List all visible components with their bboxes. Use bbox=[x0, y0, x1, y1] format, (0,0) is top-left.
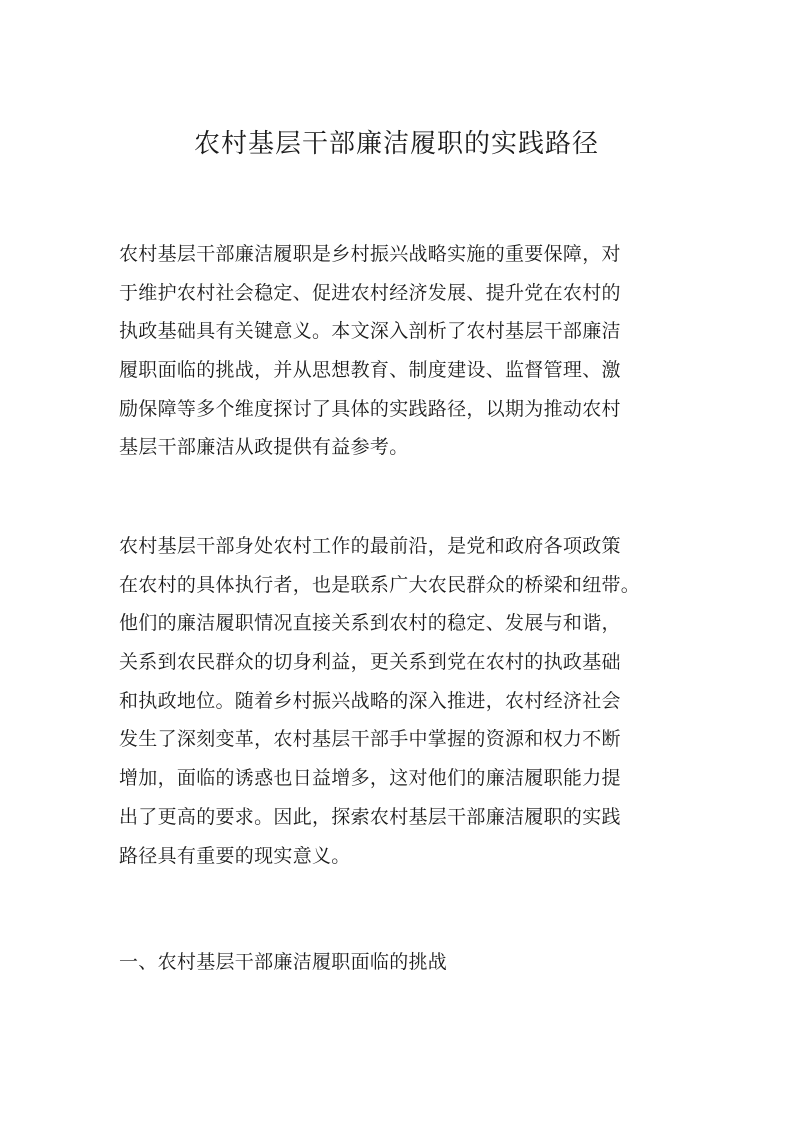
intro-paragraph bbox=[119, 527, 694, 875]
paragraph-line: 出了更高的要求。因此，探索农村基层干部廉洁履职的实践 bbox=[119, 805, 621, 828]
paragraph-line: 农村基层干部廉洁履职是乡村振兴战略实施的重要保障，对 bbox=[119, 243, 621, 265]
paragraph-line: 在农村的具体执行者，也是联系广大农民群众的桥梁和纽带。 bbox=[119, 573, 641, 596]
paragraph-line: 执政基础具有关键意义。本文深入剖析了农村基层干部廉洁 bbox=[119, 320, 621, 343]
paragraph-line: 和执政地位。随着乡村振兴战略的深入推进，农村经济社会 bbox=[119, 689, 621, 712]
paragraph-line: 于维护农村社会稳定、促进农村经济发展、提升党在农村的 bbox=[119, 281, 621, 304]
paragraph-line: 路径具有重要的现实意义。 bbox=[119, 844, 351, 867]
paragraph-line: 基层干部廉洁从政提供有益参考。 bbox=[119, 436, 409, 459]
section-heading bbox=[119, 943, 694, 982]
paragraph-line: 发生了深刻变革，农村基层干部手中掌握的资源和权力不断 bbox=[119, 728, 621, 751]
paragraph-line: 履职面临的挑战，并从思想教育、制度建设、监督管理、激 bbox=[119, 359, 621, 382]
paragraph-line: 他们的廉洁履职情况直接关系到农村的稳定、发展与和谐， bbox=[119, 612, 621, 635]
abstract-paragraph bbox=[119, 235, 694, 467]
section-heading-text: 一、农村基层干部廉洁履职面临的挑战 bbox=[119, 951, 448, 973]
paragraph-line: 关系到农民群众的切身利益，更关系到党在农村的执政基础 bbox=[119, 651, 621, 674]
paragraph-line: 增加，面临的诱惑也日益增多，这对他们的廉洁履职能力提 bbox=[119, 767, 621, 790]
paragraph-line: 励保障等多个维度探讨了具体的实践路径，以期为推动农村 bbox=[119, 397, 621, 420]
paragraph-line: 农村基层干部身处农村工作的最前沿，是党和政府各项政策 bbox=[119, 535, 621, 557]
document-title: 农村基层干部廉洁履职的实践路径 bbox=[193, 129, 599, 159]
